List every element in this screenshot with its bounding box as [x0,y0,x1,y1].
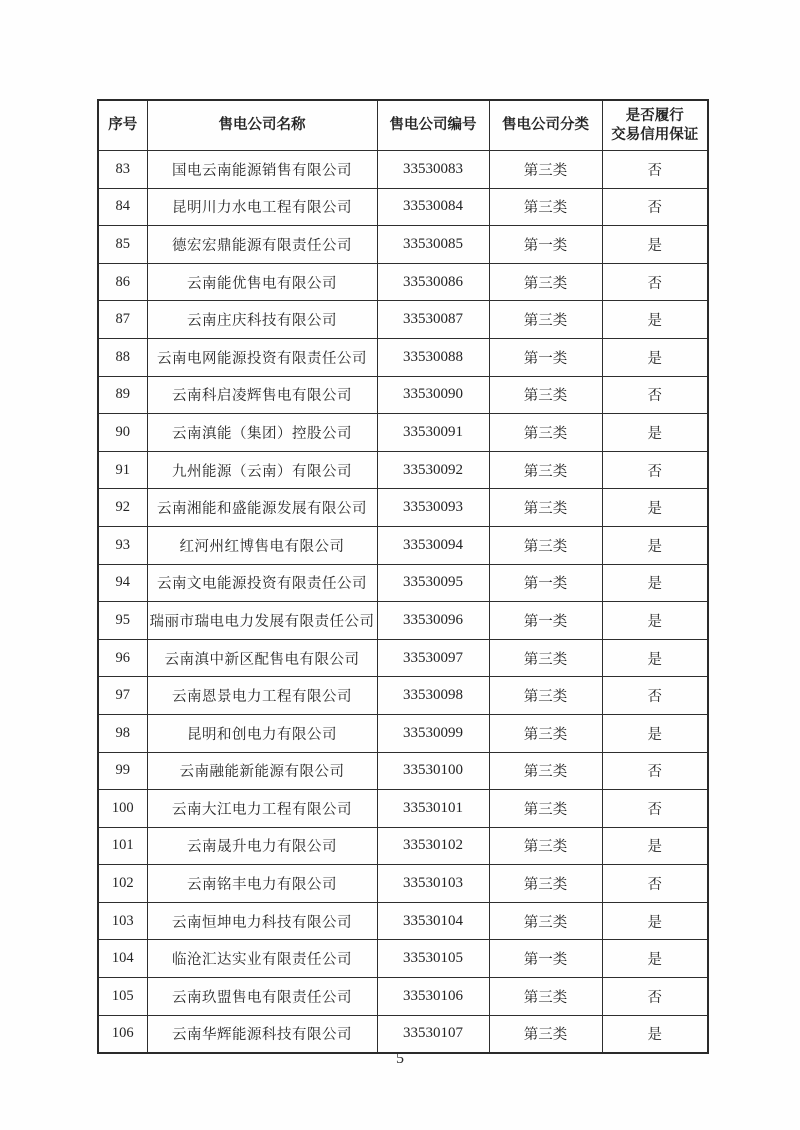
cell-code: 33530083 [377,151,489,189]
table-row [98,226,708,264]
cell-code: 33530102 [377,827,489,865]
cell-guarantee: 否 [602,865,708,903]
cell-category: 第一类 [489,564,602,602]
cell-no: 97 [98,677,147,715]
table-row [98,865,708,903]
table-row [98,451,708,489]
cell-no: 87 [98,301,147,339]
cell-name: 云南电网能源投资有限责任公司 [147,338,377,376]
header-code: 售电公司编号 [377,100,489,151]
cell-name: 云南融能新能源有限公司 [147,752,377,790]
cell-guarantee: 否 [602,263,708,301]
table-row [98,714,708,752]
cell-no: 83 [98,151,147,189]
cell-category: 第三类 [489,451,602,489]
cell-name: 国电云南能源销售有限公司 [147,151,377,189]
cell-guarantee: 是 [602,902,708,940]
table-row [98,188,708,226]
cell-category: 第三类 [489,376,602,414]
table-row [98,940,708,978]
cell-guarantee: 是 [602,827,708,865]
cell-code: 33530094 [377,526,489,564]
cell-no: 93 [98,526,147,564]
cell-name: 九州能源（云南）有限公司 [147,451,377,489]
table-row [98,1015,708,1053]
table-row [98,790,708,828]
cell-no: 100 [98,790,147,828]
cell-guarantee: 是 [602,602,708,640]
cell-name: 云南能优售电有限公司 [147,263,377,301]
cell-category: 第三类 [489,526,602,564]
cell-no: 104 [98,940,147,978]
header-guarantee-line1: 是否履行 [625,107,684,124]
cell-guarantee: 否 [602,677,708,715]
cell-code: 33530100 [377,752,489,790]
table-row [98,489,708,527]
cell-guarantee: 否 [602,790,708,828]
cell-name: 昆明和创电力有限公司 [147,714,377,752]
cell-name: 云南铭丰电力有限公司 [147,865,377,903]
header-guarantee-line2: 交易信用保证 [611,126,699,143]
cell-guarantee: 是 [602,564,708,602]
cell-no: 101 [98,827,147,865]
cell-name: 云南滇能（集团）控股公司 [147,414,377,452]
table-row [98,752,708,790]
cell-guarantee: 是 [602,714,708,752]
cell-guarantee: 是 [602,489,708,527]
cell-category: 第一类 [489,940,602,978]
cell-code: 33530085 [377,226,489,264]
cell-category: 第三类 [489,677,602,715]
cell-name: 云南晟升电力有限公司 [147,827,377,865]
table-row [98,526,708,564]
cell-name: 云南玖盟售电有限责任公司 [147,978,377,1016]
table-row [98,639,708,677]
cell-no: 84 [98,188,147,226]
cell-name: 云南恩景电力工程有限公司 [147,677,377,715]
cell-name: 临沧汇达实业有限责任公司 [147,940,377,978]
cell-guarantee: 否 [602,376,708,414]
cell-category: 第三类 [489,188,602,226]
table-row [98,978,708,1016]
cell-name: 云南庄庆科技有限公司 [147,301,377,339]
table-row [98,263,708,301]
cell-no: 106 [98,1015,147,1053]
cell-no: 89 [98,376,147,414]
table-row [98,902,708,940]
cell-guarantee: 否 [602,752,708,790]
cell-no: 90 [98,414,147,452]
table-row [98,376,708,414]
cell-code: 33530098 [377,677,489,715]
page-number: 5 [396,1050,404,1067]
cell-no: 85 [98,226,147,264]
cell-guarantee: 是 [602,940,708,978]
table-row [98,677,708,715]
cell-category: 第三类 [489,489,602,527]
cell-name: 瑞丽市瑞电电力发展有限责任公司 [147,602,377,640]
cell-code: 33530090 [377,376,489,414]
cell-category: 第一类 [489,226,602,264]
cell-guarantee: 是 [602,338,708,376]
cell-code: 33530099 [377,714,489,752]
cell-guarantee: 是 [602,226,708,264]
cell-guarantee: 是 [602,414,708,452]
header-guarantee [602,100,708,151]
cell-code: 33530093 [377,489,489,527]
table-row [98,414,708,452]
table-body [98,151,708,1054]
cell-no: 94 [98,564,147,602]
cell-category: 第三类 [489,865,602,903]
cell-no: 91 [98,451,147,489]
cell-code: 33530104 [377,902,489,940]
cell-guarantee: 是 [602,301,708,339]
header-name: 售电公司名称 [147,100,377,151]
cell-no: 95 [98,602,147,640]
cell-code: 33530092 [377,451,489,489]
cell-guarantee: 是 [602,639,708,677]
cell-name: 云南滇中新区配售电有限公司 [147,639,377,677]
table-row [98,338,708,376]
table-row [98,564,708,602]
cell-code: 33530096 [377,602,489,640]
table-row [98,301,708,339]
cell-guarantee: 是 [602,1015,708,1053]
cell-code: 33530086 [377,263,489,301]
cell-category: 第三类 [489,151,602,189]
cell-code: 33530088 [377,338,489,376]
cell-guarantee: 否 [602,451,708,489]
cell-code: 33530101 [377,790,489,828]
cell-guarantee: 否 [602,188,708,226]
cell-code: 33530091 [377,414,489,452]
cell-name: 云南华辉能源科技有限公司 [147,1015,377,1053]
cell-no: 102 [98,865,147,903]
cell-category: 第三类 [489,902,602,940]
cell-no: 92 [98,489,147,527]
header-row [98,100,708,151]
cell-no: 105 [98,978,147,1016]
cell-no: 96 [98,639,147,677]
cell-name: 德宏宏鼎能源有限责任公司 [147,226,377,264]
cell-code: 33530105 [377,940,489,978]
cell-no: 88 [98,338,147,376]
cell-code: 33530087 [377,301,489,339]
cell-category: 第三类 [489,263,602,301]
cell-no: 99 [98,752,147,790]
cell-category: 第三类 [489,752,602,790]
cell-category: 第三类 [489,414,602,452]
cell-name: 昆明川力水电工程有限公司 [147,188,377,226]
header-category: 售电公司分类 [489,100,602,151]
cell-category: 第三类 [489,978,602,1016]
cell-code: 33530084 [377,188,489,226]
cell-category: 第三类 [489,827,602,865]
cell-name: 云南科启凌辉售电有限公司 [147,376,377,414]
company-table [97,99,709,1054]
cell-category: 第三类 [489,714,602,752]
cell-guarantee: 否 [602,978,708,1016]
table-row [98,827,708,865]
table-row [98,602,708,640]
table-header [98,100,708,151]
cell-name: 红河州红博售电有限公司 [147,526,377,564]
cell-code: 33530106 [377,978,489,1016]
cell-no: 98 [98,714,147,752]
cell-code: 33530107 [377,1015,489,1053]
cell-name: 云南文电能源投资有限责任公司 [147,564,377,602]
cell-name: 云南大江电力工程有限公司 [147,790,377,828]
cell-code: 33530097 [377,639,489,677]
cell-name: 云南恒坤电力科技有限公司 [147,902,377,940]
cell-guarantee: 是 [602,526,708,564]
cell-guarantee: 否 [602,151,708,189]
cell-category: 第三类 [489,639,602,677]
cell-category: 第三类 [489,790,602,828]
cell-category: 第三类 [489,301,602,339]
cell-no: 103 [98,902,147,940]
cell-no: 86 [98,263,147,301]
cell-code: 33530103 [377,865,489,903]
cell-category: 第一类 [489,338,602,376]
header-no: 序号 [98,100,147,151]
cell-category: 第三类 [489,1015,602,1053]
table-row [98,151,708,189]
cell-name: 云南湘能和盛能源发展有限公司 [147,489,377,527]
cell-category: 第一类 [489,602,602,640]
cell-code: 33530095 [377,564,489,602]
